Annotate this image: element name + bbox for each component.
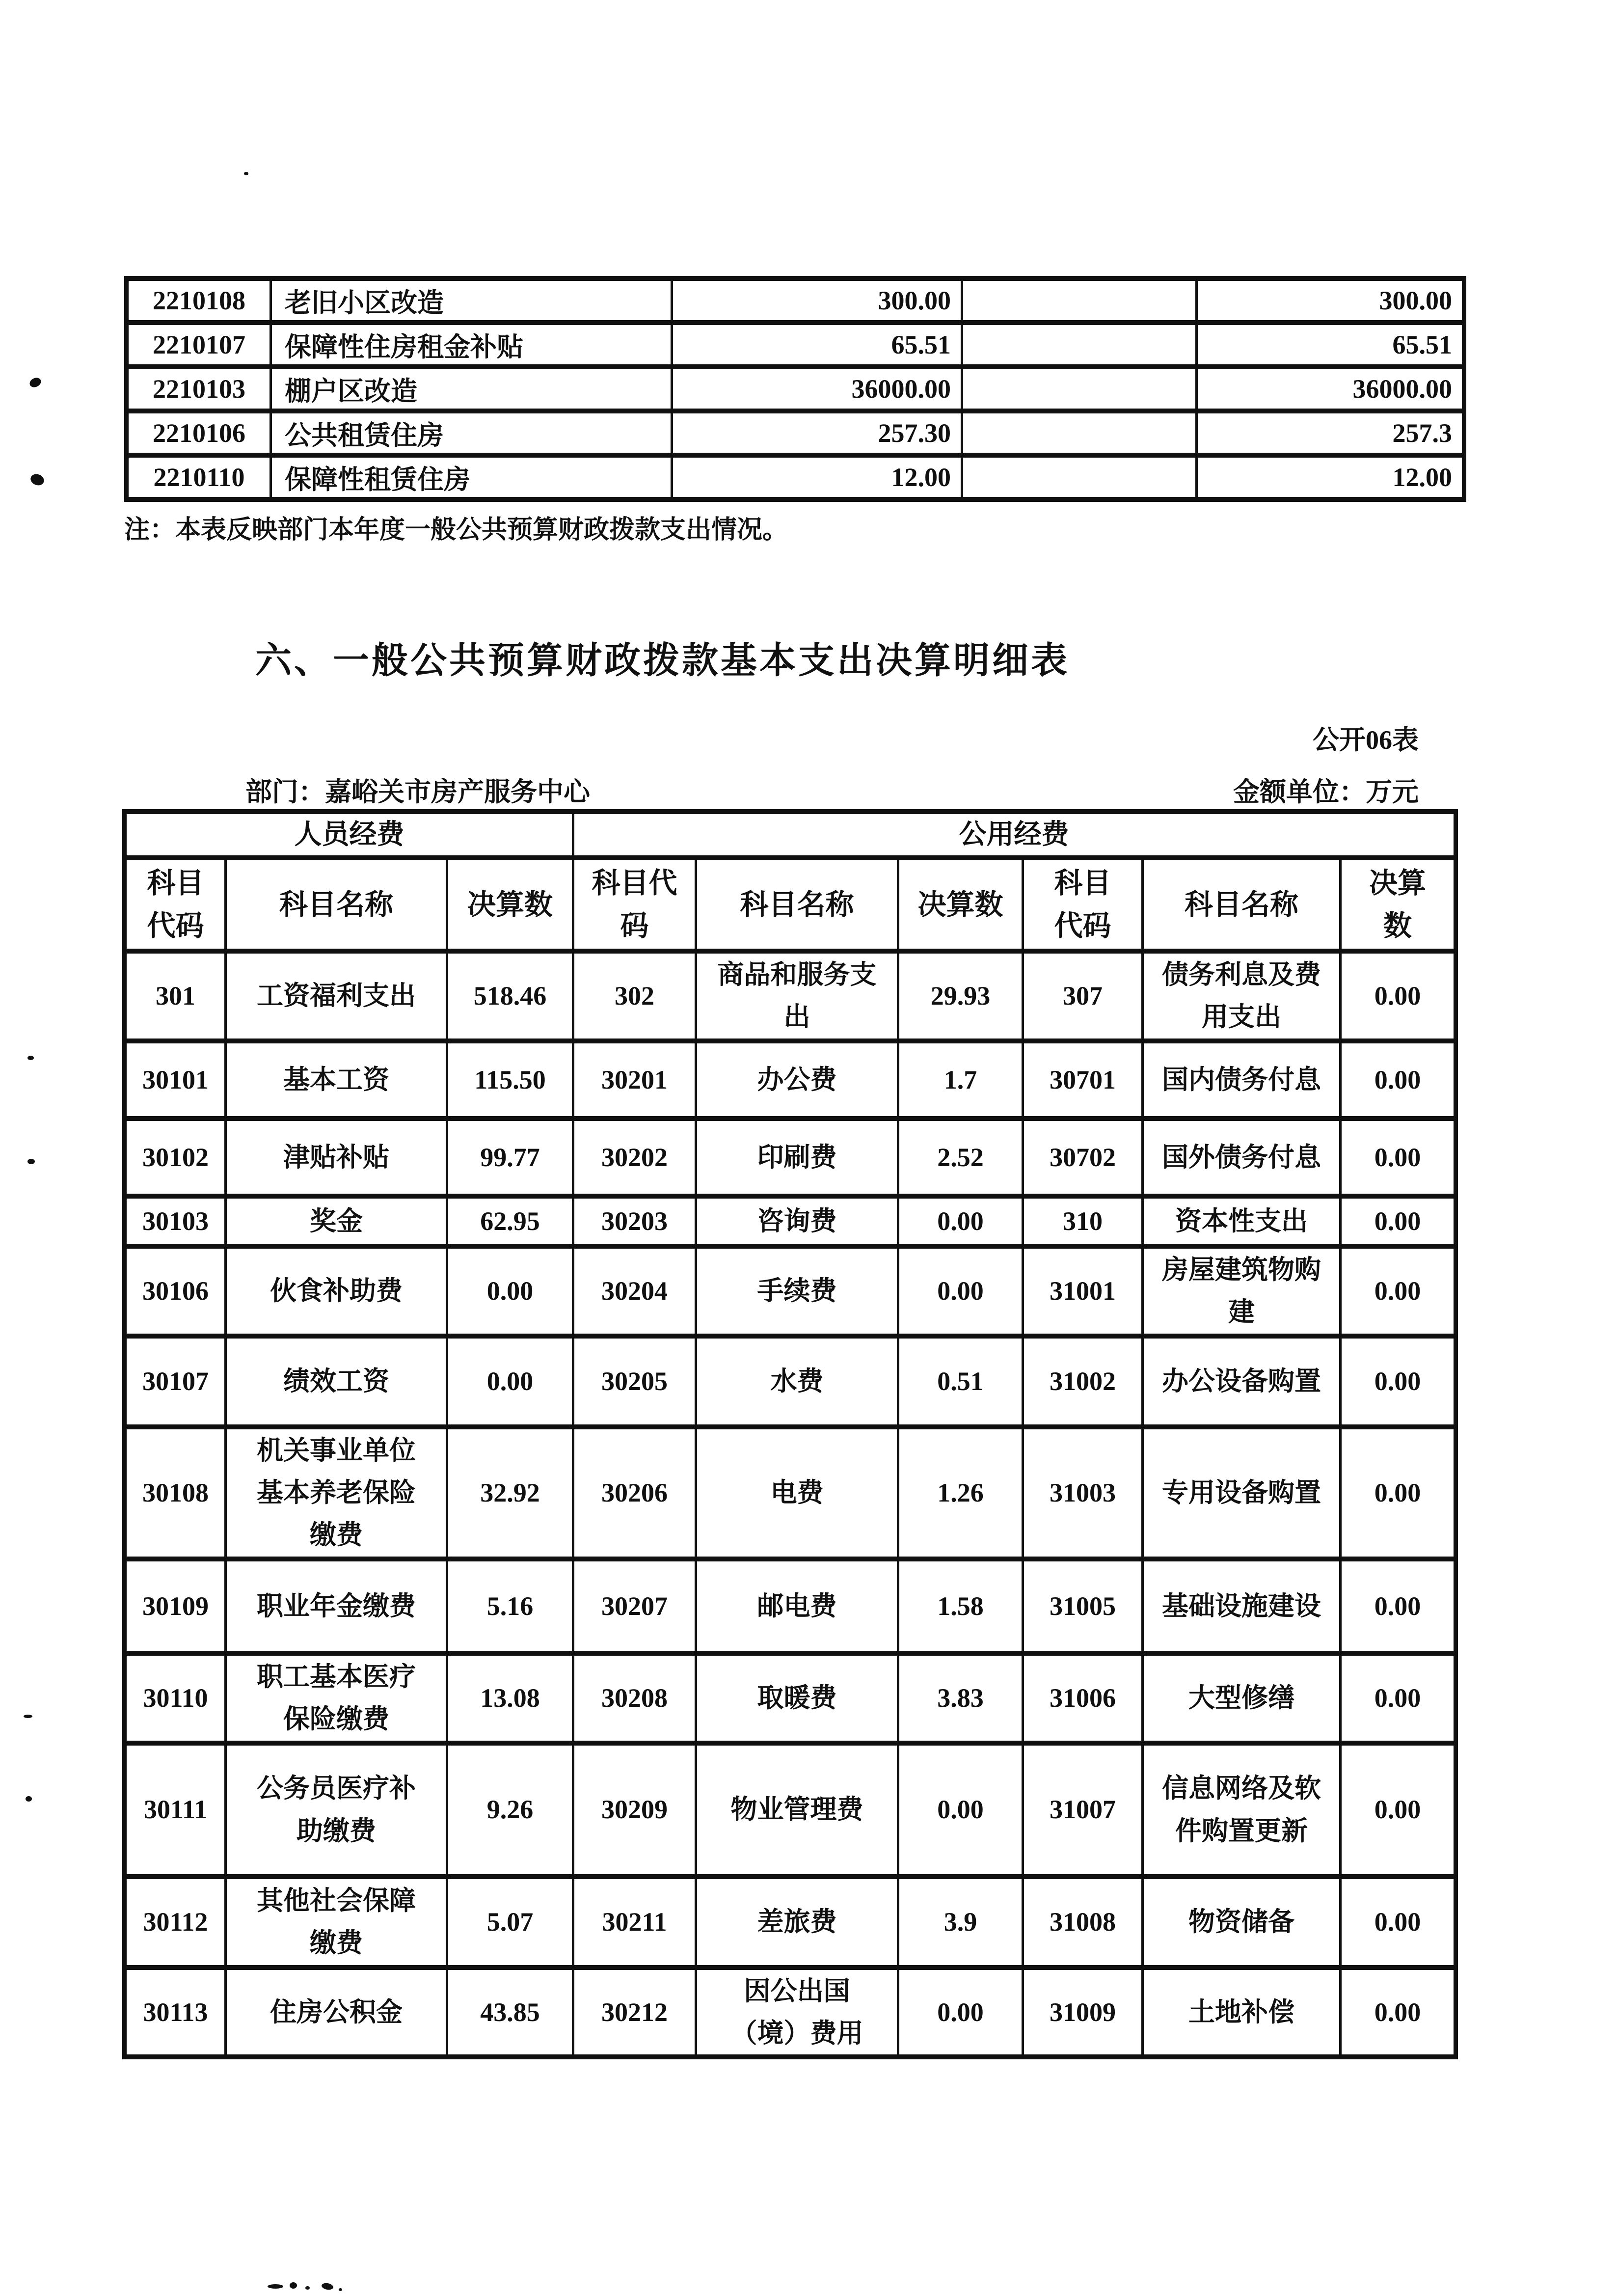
personnel-amount-cell: 32.92 [447,1427,573,1559]
public-name-cell: 电费 [696,1427,898,1559]
capital-code-cell: 31008 [1023,1877,1143,1968]
ink-speck [29,472,46,487]
personnel-name-cell: 奖金 [226,1196,447,1246]
table-row [125,1041,1456,1119]
capital-code-cell: 31001 [1023,1246,1143,1336]
blank-cell [962,455,1197,499]
public-amount-cell: 3.9 [898,1877,1023,1968]
personnel-code-cell: 30102 [125,1119,226,1196]
personnel-name-cell: 职业年金缴费 [226,1559,447,1653]
amount-cell: 12.00 [672,455,962,499]
amount-cell: 257.30 [672,411,962,455]
public-code-cell: 30207 [573,1559,696,1653]
public-amount-cell: 1.7 [898,1041,1023,1119]
capital-amount-cell: 0.00 [1341,1968,1456,2057]
amount-cell: 12.00 [1197,455,1464,499]
amount-cell: 257.3 [1197,411,1464,455]
public-name-cell: 水费 [696,1336,898,1427]
group-header-personnel: 人员经费 [125,812,573,858]
capital-amount-cell: 0.00 [1341,1743,1456,1877]
capital-name-cell: 物资储备 [1143,1877,1341,1968]
group-header-row [125,812,1456,858]
personnel-amount-cell: 115.50 [447,1041,573,1119]
table-row [125,1968,1456,2057]
personnel-code-cell: 30101 [125,1041,226,1119]
personnel-amount-cell: 99.77 [447,1119,573,1196]
subject-name-cell: 老旧小区改造 [271,278,672,323]
blank-cell [962,367,1197,411]
col-header-subject-name-3: 科目名称 [1143,858,1341,951]
capital-name-cell: 大型修缮 [1143,1653,1341,1743]
public-amount-cell: 0.00 [898,1196,1023,1246]
personnel-amount-cell: 43.85 [447,1968,573,2057]
top-table-body [127,278,1464,499]
personnel-name-cell: 公务员医疗补助缴费 [226,1743,447,1877]
public-name-cell: 印刷费 [696,1119,898,1196]
personnel-code-cell: 30103 [125,1196,226,1246]
capital-name-cell: 信息网络及软件购置更新 [1143,1743,1341,1877]
public-name-cell: 差旅费 [696,1877,898,1968]
capital-name-cell: 债务利息及费用支出 [1143,951,1341,1041]
col-header-final-amount-3: 决算数 [1341,858,1456,951]
general-budget-expenditure-table [124,276,1466,502]
ink-speck [305,2286,310,2290]
amount-cell: 36000.00 [672,367,962,411]
amount-cell: 65.51 [672,323,962,367]
table-row [125,1743,1456,1877]
ink-speck [339,2288,342,2291]
capital-amount-cell: 0.00 [1341,1336,1456,1427]
capital-code-cell: 31005 [1023,1559,1143,1653]
basic-expenditure-detail-table [122,809,1458,2059]
main-table-header [125,812,1456,951]
capital-code-cell: 31007 [1023,1743,1143,1877]
amount-cell: 300.00 [1197,278,1464,323]
public-name-cell: 因公出国（境）费用 [696,1968,898,2057]
table-note-text: 注：本表反映部门本年度一般公共预算财政拨款支出情况。 [124,516,788,544]
ink-speck [24,1715,32,1718]
subject-code-cell: 2210107 [127,323,271,367]
public-amount-cell: 0.51 [898,1336,1023,1427]
col-header-final-amount-1: 决算数 [447,858,573,951]
ink-speck [290,2282,297,2289]
public-code-cell: 30209 [573,1743,696,1877]
capital-code-cell: 30701 [1023,1041,1143,1119]
public-code-cell: 30208 [573,1653,696,1743]
public-amount-cell: 0.00 [898,1743,1023,1877]
personnel-code-cell: 30112 [125,1877,226,1968]
public-name-cell: 取暖费 [696,1653,898,1743]
table-row [125,1196,1456,1246]
public-code-cell: 30211 [573,1877,696,1968]
personnel-amount-cell: 5.16 [447,1559,573,1653]
public-code-cell: 30206 [573,1427,696,1559]
capital-amount-cell: 0.00 [1341,1653,1456,1743]
capital-name-cell: 国外债务付息 [1143,1119,1341,1196]
table-row [127,323,1464,367]
ink-speck [321,2282,334,2291]
public-code-cell: 30201 [573,1041,696,1119]
personnel-amount-cell: 0.00 [447,1336,573,1427]
personnel-amount-cell: 13.08 [447,1653,573,1743]
capital-code-cell: 310 [1023,1196,1143,1246]
column-header-row [125,858,1456,951]
public-amount-cell: 1.58 [898,1559,1023,1653]
personnel-name-cell: 绩效工资 [226,1336,447,1427]
amount-cell: 300.00 [672,278,962,323]
personnel-code-cell: 30111 [125,1743,226,1877]
col-header-subject-code-3: 科目代码 [1023,858,1143,951]
subject-code-cell: 2210108 [127,278,271,323]
personnel-name-cell: 津贴补贴 [226,1119,447,1196]
blank-cell [962,278,1197,323]
personnel-name-cell: 工资福利支出 [226,951,447,1041]
public-amount-cell: 29.93 [898,951,1023,1041]
ink-speck [27,1056,34,1060]
personnel-name-cell: 住房公积金 [226,1968,447,2057]
personnel-amount-cell: 5.07 [447,1877,573,1968]
personnel-name-cell: 伙食补助费 [226,1246,447,1336]
capital-name-cell: 专用设备购置 [1143,1427,1341,1559]
col-header-subject-name-1: 科目名称 [226,858,447,951]
public-name-cell: 邮电费 [696,1559,898,1653]
capital-name-cell: 国内债务付息 [1143,1041,1341,1119]
public-code-cell: 30203 [573,1196,696,1246]
col-header-final-amount-2: 决算数 [898,858,1023,951]
section-title: 六、一般公共预算财政拨款基本支出决算明细表 [255,641,1070,681]
table-row [127,455,1464,499]
table-row [125,1877,1456,1968]
public-code-cell: 30204 [573,1246,696,1336]
capital-name-cell: 房屋建筑物购建 [1143,1246,1341,1336]
table-row [127,367,1464,411]
table-row [125,1559,1456,1653]
subject-code-cell: 2210106 [127,411,271,455]
table-row [127,278,1464,323]
public-code-cell: 302 [573,951,696,1041]
public-name-cell: 咨询费 [696,1196,898,1246]
table-row [127,411,1464,455]
subject-name-cell: 公共租赁住房 [271,411,672,455]
capital-amount-cell: 0.00 [1341,1877,1456,1968]
personnel-code-cell: 30113 [125,1968,226,2057]
public-amount-cell: 3.83 [898,1653,1023,1743]
department-label: 部门：嘉峪关市房产服务中心 [245,777,590,807]
ink-speck [244,172,248,175]
capital-amount-cell: 0.00 [1341,1041,1456,1119]
main-table-body [125,951,1456,2057]
personnel-code-cell: 30107 [125,1336,226,1427]
capital-code-cell: 30702 [1023,1119,1143,1196]
subject-name-cell: 棚户区改造 [271,367,672,411]
subject-name-cell: 保障性住房租金补贴 [271,323,672,367]
capital-code-cell: 31003 [1023,1427,1143,1559]
ink-speck [268,2284,283,2289]
capital-name-cell: 办公设备购置 [1143,1336,1341,1427]
personnel-code-cell: 30106 [125,1246,226,1336]
col-header-subject-code-1: 科目代码 [125,858,226,951]
blank-cell [962,411,1197,455]
subject-code-cell: 2210110 [127,455,271,499]
amount-cell: 36000.00 [1197,367,1464,411]
capital-name-cell: 资本性支出 [1143,1196,1341,1246]
amount-unit-label: 金额单位：万元 [1233,777,1419,807]
capital-amount-cell: 0.00 [1341,951,1456,1041]
amount-cell: 65.51 [1197,323,1464,367]
personnel-name-cell: 基本工资 [226,1041,447,1119]
personnel-name-cell: 职工基本医疗保险缴费 [226,1653,447,1743]
capital-code-cell: 307 [1023,951,1143,1041]
capital-code-cell: 31006 [1023,1653,1143,1743]
table-row [125,1246,1456,1336]
capital-amount-cell: 0.00 [1341,1427,1456,1559]
public-amount-cell: 2.52 [898,1119,1023,1196]
public-amount-cell: 0.00 [898,1968,1023,2057]
personnel-code-cell: 30109 [125,1559,226,1653]
ink-speck [27,1159,35,1164]
subject-code-cell: 2210103 [127,367,271,411]
ink-speck [26,1796,32,1802]
public-name-cell: 办公费 [696,1041,898,1119]
public-code-cell: 30212 [573,1968,696,2057]
personnel-code-cell: 301 [125,951,226,1041]
personnel-amount-cell: 9.26 [447,1743,573,1877]
table-row [125,1653,1456,1743]
personnel-name-cell: 机关事业单位基本养老保险缴费 [226,1427,447,1559]
capital-amount-cell: 0.00 [1341,1559,1456,1653]
personnel-amount-cell: 518.46 [447,951,573,1041]
table-row [125,1336,1456,1427]
public-code-cell: 30205 [573,1336,696,1427]
table-code-label: 公开06表 [1313,725,1419,755]
personnel-amount-cell: 62.95 [447,1196,573,1246]
col-header-subject-code-2: 科目代码 [573,858,696,951]
personnel-amount-cell: 0.00 [447,1246,573,1336]
group-header-public: 公用经费 [573,812,1456,858]
public-code-cell: 30202 [573,1119,696,1196]
capital-name-cell: 土地补偿 [1143,1968,1341,2057]
subject-name-cell: 保障性租赁住房 [271,455,672,499]
capital-amount-cell: 0.00 [1341,1196,1456,1246]
ink-speck [28,376,42,389]
personnel-name-cell: 其他社会保障缴费 [226,1877,447,1968]
public-name-cell: 手续费 [696,1246,898,1336]
capital-code-cell: 31009 [1023,1968,1143,2057]
table-row [125,1427,1456,1559]
capital-amount-cell: 0.00 [1341,1246,1456,1336]
public-amount-cell: 0.00 [898,1246,1023,1336]
personnel-code-cell: 30108 [125,1427,226,1559]
capital-amount-cell: 0.00 [1341,1119,1456,1196]
capital-name-cell: 基础设施建设 [1143,1559,1341,1653]
table-row [125,951,1456,1041]
public-name-cell: 物业管理费 [696,1743,898,1877]
table-row [125,1119,1456,1196]
capital-code-cell: 31002 [1023,1336,1143,1427]
personnel-code-cell: 30110 [125,1653,226,1743]
col-header-subject-name-2: 科目名称 [696,858,898,951]
public-name-cell: 商品和服务支出 [696,951,898,1041]
public-amount-cell: 1.26 [898,1427,1023,1559]
blank-cell [962,323,1197,367]
